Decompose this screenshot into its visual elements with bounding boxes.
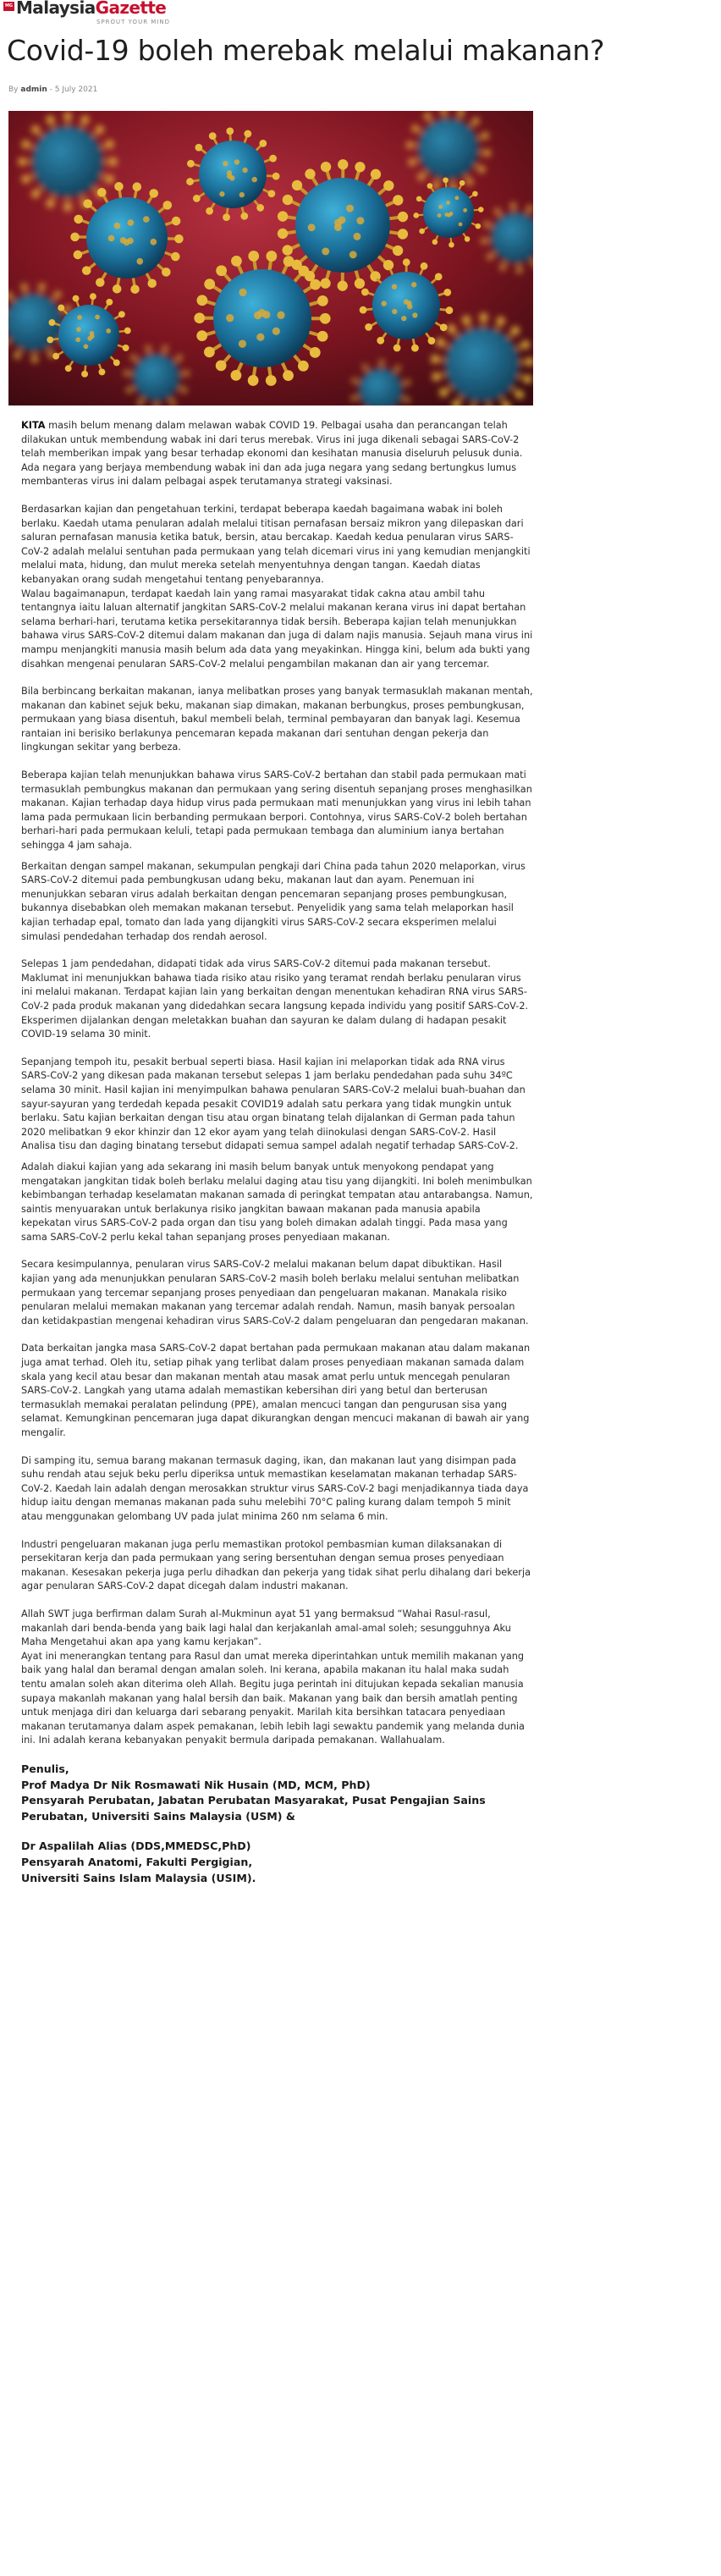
paragraph-5: Beberapa kajian telah menunjukkan bahawa virus SARS-CoV-2 bertahan dan stabil pada permukaan mati termasuklah pembungkus makanan dan permukaan yang sering disentuh sepanjang proses menghasilkan makanan. Kajian terhadap daya hidup virus pada permukaan mati menunjukkan yang virus ini lebih tahan lama pada permukaan licin berbanding permukaan berpori. Contohnya, virus SARS-CoV-2 boleh bertahan berhari-hari pada permukaan keluli, tetapi pada permukaan tembaga dan aluminium ianya bertahan sehingga 4 jam sahaja. xyxy=(21,769,532,852)
date-separator: - xyxy=(49,85,52,94)
logo-badge: MG xyxy=(3,2,14,11)
article-body xyxy=(21,419,533,1886)
paragraph-11: Data berkaitan jangka masa SARS-CoV-2 dapat bertahan pada permukaan makanan atau dalam makanan juga amat terhad. Oleh itu, setiap pihak yang terlibat dalam proses penyediaan makanan samada dalam skala yang kecil atau besar dan makanan mentah atau masak amat perlu untuk mencegah penularan SARS-CoV-2. Langkah yang utama adalah memastikan kebersihan diri yang betul dan berterusan termasuklah memakai peralatan pelindung (PPE), amalan mencuci tangan dan pengurusan sisa yang selamat. Kemungkinan pencemaran juga dapat dikurangkan dengan mencuci makanan di bawah air yang mengalir. xyxy=(21,1343,531,1438)
paragraph-9: Adalah diakui kajian yang ada sekarang ini masih belum banyak untuk menyokong pendapat yang mengatakan jangkitan tidak boleh berlaku melalui daging atau tisu yang dijangkiti. Ini boleh menimbulkan kebimbangan terhadap keselamatan makanan samada di peringkat tempatan atau antarabangsa. Namun, saintis menyuarakan untuk berlakunya risiko jangkitan bawaan makanan pada manusia apabila kepekatan virus SARS-CoV-2 pada organ dan tisu yang boleh dimakan adalah tinggi. Pada masa yang sama SARS-CoV-2 perlu kekal tahan sepanjang proses penyediaan makanan. xyxy=(21,1161,533,1243)
author-2-affiliation-2: Universiti Sains Islam Malaysia (USIM). xyxy=(21,1871,256,1884)
paragraph-12: Di samping itu, semua barang makanan termasuk daging, ikan, dan makanan laut yang disimpan pada suhu rendah atau sejuk beku perlu diperiksa untuk memastikan keselamatan makanan terhadap SARS-CoV-2. Kaedah lain adalah dengan merosakkan struktur virus SARS-CoV-2 bagi menjadikannya tiada daya hidup iaitu dengan memanas makanan pada suhu melebihi 70°C paling kurang dalam tempoh 5 minit atau menggunakan gelombang UV pada julat minima 260 nm selama 6 min. xyxy=(21,1454,529,1522)
paragraph-10: Secara kesimpulannya, penularan virus SARS-CoV-2 melalui makanan belum dapat dibuktikan. Hasil kajian yang ada menunjukkan penularan SARS-CoV-2 masih boleh berlaku melalui sentuhan melibatkan permukaan yang tercemar sepanjang proses penyediaan dan pengeluaran makanan. Manakala risiko penularan melalui memakan makanan yang tercemar adalah rendah. Namun, masih banyak persoalan dan ketidakpastian mengenai kehadiran virus SARS-CoV-2 dalam pengeluaran dan pengedaran makanan. xyxy=(21,1259,529,1327)
paragraph-7: Selepas 1 jam pendedahan, didapati tidak ada virus SARS-CoV-2 ditemui pada makanan tersebut. Maklumat ini menunjukkan bahawa tiada risiko atau risiko yang teramat rendah berlaku penularan virus ini melalui makanan. Terdapat kajian lain yang berkaitan dengan menentukan kehadiran RNA virus SARS-CoV-2 pada produk makanan yang didedahkan secara langsung kepada individu yang positif SARS-CoV-2. Eksperimen dijalankan dengan meletakkan buahan dan sayuran ke dalam dulang di hadapan pesakit COVID-19 selama 30 minit. xyxy=(21,958,529,1040)
paragraph-2: Berdasarkan kajian dan pengetahuan terkini, terdapat beberapa kaedah bagaimana wabak ini boleh berlaku. Kaedah utama penularan adalah melalui titisan pernafasan bersaiz mikron yang dilepaskan dari saluran pernafasan manusia ketika batuk, bersin, atau bercakap. Kaedah kedua penularan virus SARS-CoV-2 adalah melalui sentuhan pada permukaan yang telah dicemari virus ini yang kemudian menjangkiti melalui mata, hidung, dan mulut mereka setelah menyentuhnya dengan tangan. Kaedah diatas kebanyakan orang sudah mengetahui tentang penyebarannya. xyxy=(21,503,531,585)
logo-wordmark xyxy=(16,0,166,18)
lead-word: KITA xyxy=(21,420,46,431)
site-logo[interactable] xyxy=(3,0,223,34)
article-meta xyxy=(8,85,97,94)
paragraph-13: Industri pengeluaran makanan juga perlu memastikan protokol pembasmian kuman dilaksanakan di persekitaran kerja dan pada permukaan yang sering bersentuhan dengan semua proses penyediaan makanan. Kesesakan pekerja juga perlu dihadkan dan pekerja yang tidak sihat perlu dihalang dari bekerja agar penularan SARS-CoV-2 dapat dicegah dalam industri makanan. xyxy=(21,1538,531,1592)
writers-label: Penulis, xyxy=(21,1762,69,1775)
publish-date: 5 July 2021 xyxy=(54,85,98,94)
author-1-affiliation: Pensyarah Perubatan, Jabatan Perubatan Masyarakat, Pusat Pengajian Sains Perubatan, Universiti Sains Malaysia (USM) & xyxy=(21,1794,486,1823)
paragraph-1 xyxy=(21,419,533,489)
author-credits xyxy=(21,1762,533,1887)
paragraph-6: Berkaitan dengan sampel makanan, sekumpulan pengkaji dari China pada tahun 2020 melaporkan, virus SARS-CoV-2 ditemui pada pembungkusan udang beku, makanan laut dan ayam. Penemuan ini menunjukkan sebaran virus adalah berkaitan dengan pencemaran sepanjang proses pembungkusan, bukannya disebabkan oleh memakan makanan tersebut. Penyelidik yang sama telah melaporkan hasil kajian terhadap epal, tomato dan lada yang dijangkiti virus SARS-CoV-2 secara eksperimen melalui simulasi pendedahan terhadap dos rendah aerosol. xyxy=(21,860,526,942)
logo-part-2: Gazette xyxy=(95,0,167,18)
author-2-name: Dr Aspalilah Alias (DDS,MMEDSC,PhD) xyxy=(21,1840,251,1853)
logo-tagline: SPROUT YOUR MIND xyxy=(96,19,171,25)
by-label: By xyxy=(8,85,19,94)
paragraph-4: Bila berbincang berkaitan makanan, ianya melibatkan proses yang banyak termasuklah makanan mentah, makanan dan kabinet sejuk beku, makanan siap dimakan, makanan berbungkus, proses pembungkusan, permukaan yang biasa disentuh, bakul membeli belah, terminal pembayaran dan banyak lagi. Kesemua rantaian ini berisiko berlakunya pencemaran kepada makanan dari sentuhan dengan pekerja dan lingkungan sekitar yang berbeza. xyxy=(21,686,533,753)
logo-part-1: Malaysia xyxy=(16,0,96,18)
virus-illustration xyxy=(8,111,533,405)
paragraph-8: Sepanjang tempoh itu, pesakit berbual seperti biasa. Hasil kajian ini melaporkan tidak ada RNA virus SARS-CoV-2 yang dikesan pada makanan tersebut selepas 1 jam berlaku pendedahan pada suhu 34ºC selama 30 minit. Hasil kajian ini menyimpulkan bahawa penularan SARS-CoV-2 melalui buah-buahan dan sayur-sayuran yang terdedah kepada pesakit COVID19 adalah satu perkara yang tidak mungkin untuk berlaku. Satu kajian berkaitan dengan tisu atau organ binatang telah dijalankan di German pada tahun 2020 melibatkan 9 ekor khinzir dan 12 ekor ayam yang telah diinokulasi dengan SARS-CoV-2. Hasil Analisa tisu dan daging binatang tersebut didapati semua sampel adalah negatif terhadap SARS-CoV-2. xyxy=(21,1056,526,1152)
paragraph-15: Ayat ini menerangkan tentang para Rasul dan umat mereka diperintahkan untuk memilih makanan yang baik yang halal dan beramal dengan amalan soleh. Ini kerana, apabila makanan itu halal maka sudah tentu amalan soleh akan diterima oleh Allah. Begitu juga perintah ini ditujukan kepada sekalian manusia supaya makanlah makanan yang halal bersih dan baik. Makanan yang baik dan bersih amatlah penting untuk menjaga diri dan keluarga dari sebarang penyakit. Marilah kita bersihkan tatacara penyediaan makanan terutamanya dalam aspek pemakanan, lebih lebih lagi sewaktu pandemik yang melanda dunia ini. Ini adalah kerana kebanyakan penyakit bermula daripada pemakanan. Wallahualam. xyxy=(21,1650,525,1746)
paragraph-3: Walau bagaimanapun, terdapat kaedah lain yang ramai masyarakat tidak cakna atau ambil tahu tentangnya iaitu laluan alternatif jangkitan SARS-CoV-2 melalui makanan kerana virus ini dapat bertahan selama berhari-hari, terutama ketika persekitarannya tidak bersih. Beberapa kajian telah menunjukkan bahawa virus SARS-CoV-2 ditemui dalam makanan dan juga di dalam najis manusia. Sejauh mana virus ini mampu menjangkiti manusia masih belum ada data yang meyakinkan. Hingga kini, belum ada bukti yang disahkan mengenai penularan SARS-CoV-2 melalui pengambilan makanan dan air yang tercemar. xyxy=(21,587,533,670)
article-title: Covid-19 boleh merebak melalui makanan? xyxy=(7,34,605,67)
author-1-name: Prof Madya Dr Nik Rosmawati Nik Husain (MD, MCM, PhD) xyxy=(21,1778,371,1791)
hero-image xyxy=(8,111,533,405)
paragraph-1-text: masih belum menang dalam melawan wabak COVID 19. Pelbagai usaha dan perancangan telah dilakukan untuk membendung wabak ini dari terus merebak. Virus ini juga dikenali sebagai SARS-CoV-2 telah memberikan impak yang besar terhadap ekonomi dan kesihatan manusia diseluruh pelusuk dunia. Ada negara yang berjaya membendung wabak ini dan ada juga negara yang sedang bertungkus lumus membanteras virus ini dalam pelbagai aspek terutamanya strategi vaksinasi. xyxy=(21,420,523,488)
author-link[interactable]: admin xyxy=(20,85,47,94)
paragraph-14: Allah SWT juga berfirman dalam Surah al-Mukminun ayat 51 yang bermaksud “Wahai Rasul-rasul, makanlah dari benda-benda yang baik lagi halal dan kerjakanlah amal-amal soleh; sesungguhnya Aku Maha Mengetahui akan apa yang kamu kerjakan”. xyxy=(21,1608,511,1648)
author-2-affiliation-1: Pensyarah Anatomi, Fakulti Pergigian, xyxy=(21,1855,253,1868)
